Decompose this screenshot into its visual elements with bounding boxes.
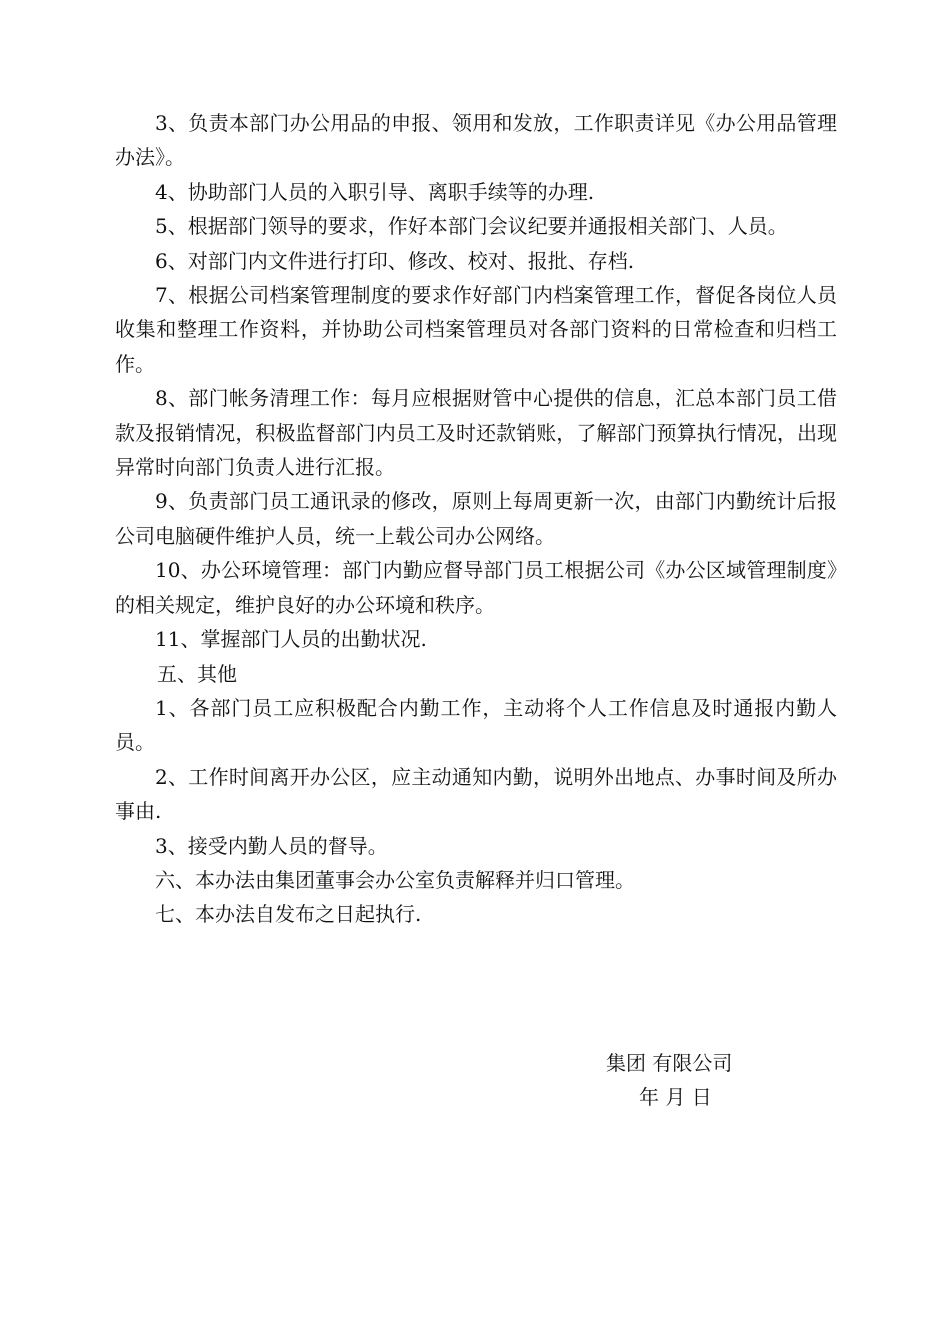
signature-block bbox=[606, 1046, 806, 1114]
other-clause-3: 3、接受内勤人员的督导。 bbox=[155, 833, 388, 858]
other-clause-2: 2、工作时间离开办公区，应主动通知内勤，说明外出地点、办事时间及所办事由. bbox=[115, 764, 837, 824]
section-5-heading: 五、其他 bbox=[157, 661, 237, 686]
document-body bbox=[115, 106, 837, 932]
clause-10-environment: 10、办公环境管理：部门内勤应督导部门员工根据公司《办公区域管理制度》的相关规定，维护良好的办公环境和秩序。 bbox=[115, 558, 837, 617]
signature-date: 年 月 日 bbox=[639, 1085, 712, 1109]
clause-8-accounts: 8、部门帐务清理工作：每月应根据财管中心提供的信息，汇总本部门员工借款及报销情况，积极监督部门内员工及时还款销账，了解部门预算执行情况，出现异常时向部门负责人进行汇报。 bbox=[115, 386, 837, 480]
clause-7-archives: 7、根据公司档案管理制度的要求作好部门内档案管理工作，督促各岗位人员收集和整理工作资料，并协助公司档案管理员对各部门资料的日常检查和归档工作。 bbox=[115, 283, 837, 376]
section-6-interpretation: 六、本办法由集团董事会办公室负责解释并归口管理。 bbox=[155, 867, 635, 892]
clause-5-meeting-minutes: 5、根据部门领导的要求，作好本部门会议纪要并通报相关部门、人员。 bbox=[155, 214, 788, 239]
clause-6-documents: 6、对部门内文件进行打印、修改、校对、报批、存档. bbox=[155, 248, 635, 273]
clause-3-office-supplies: 3、负责本部门办公用品的申报、领用和发放，工作职责详见《办公用品管理办法》。 bbox=[115, 111, 837, 170]
section-7-effective: 七、本办法自发布之日起执行. bbox=[155, 902, 422, 927]
clause-4-onboarding: 4、协助部门人员的入职引导、离职手续等的办理. bbox=[155, 179, 595, 204]
clause-11-attendance: 11、掌握部门人员的出勤状况. bbox=[155, 627, 427, 652]
other-clause-1: 1、各部门员工应积极配合内勤工作，主动将个人工作信息及时通报内勤人员。 bbox=[115, 695, 837, 755]
signature-company: 集团 有限公司 bbox=[606, 1051, 733, 1075]
clause-9-contacts: 9、负责部门员工通讯录的修改，原则上每周更新一次，由部门内勤统计后报公司电脑硬件维护人员，统一上载公司办公网络。 bbox=[115, 489, 837, 548]
